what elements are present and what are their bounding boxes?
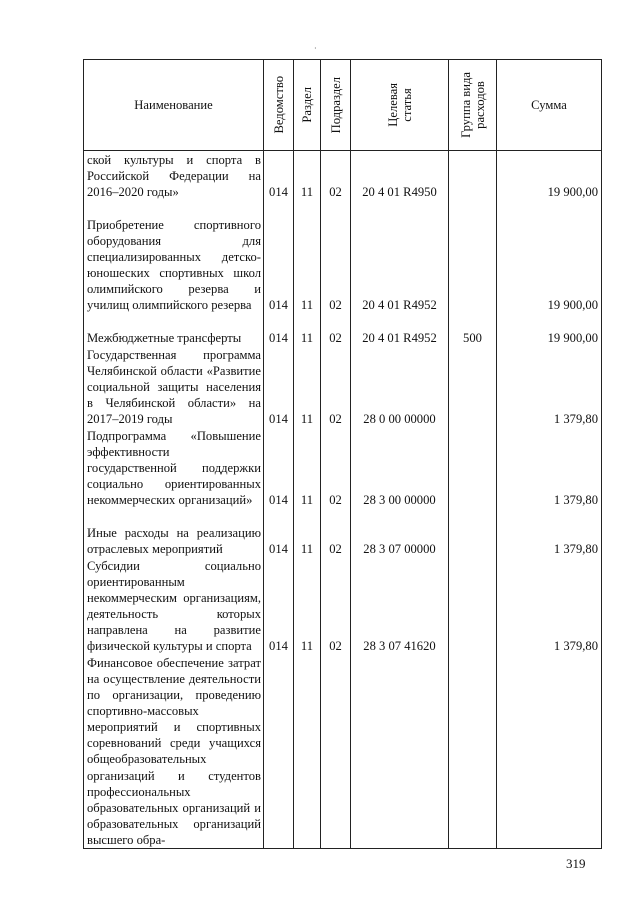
header-section: Раздел xyxy=(294,60,321,151)
header-target-article: Целевая статья xyxy=(351,60,449,151)
row-expense-group: 500 xyxy=(449,314,497,347)
row-subsection: 02 xyxy=(321,347,351,428)
row-subsection: 02 xyxy=(321,509,351,558)
table-row xyxy=(84,347,602,428)
header-name: Наименование xyxy=(84,60,264,151)
row-target-article xyxy=(351,655,449,849)
scan-dot: · xyxy=(314,44,317,53)
row-name: Субсидии социально ориентированным некоммерческим организациям, деятельность которых направлена на развитие физической культуры и спорта xyxy=(84,558,264,655)
row-department: 014 xyxy=(264,314,294,347)
row-section: 11 xyxy=(294,558,321,655)
table-row xyxy=(84,201,602,314)
row-amount: 1 379,80 xyxy=(497,558,602,655)
row-expense-group xyxy=(449,428,497,509)
header-amount: Сумма xyxy=(497,60,602,151)
row-section: 11 xyxy=(294,314,321,347)
row-section: 11 xyxy=(294,151,321,201)
row-section: 11 xyxy=(294,347,321,428)
table-row xyxy=(84,314,602,347)
table-row xyxy=(84,509,602,558)
row-target-article: 20 4 01 R4952 xyxy=(351,314,449,347)
row-section: 11 xyxy=(294,509,321,558)
row-department: 014 xyxy=(264,558,294,655)
row-amount: 1 379,80 xyxy=(497,428,602,509)
table-row xyxy=(84,151,602,201)
row-department: 014 xyxy=(264,201,294,314)
row-subsection xyxy=(321,655,351,849)
row-amount: 1 379,80 xyxy=(497,509,602,558)
row-target-article: 20 4 01 R4950 xyxy=(351,151,449,201)
row-department: 014 xyxy=(264,428,294,509)
row-name: Государственная программа Челябинской области «Развитие социальной защиты населения в Челябинской области» на 2017–2019 годы xyxy=(84,347,264,428)
row-subsection: 02 xyxy=(321,558,351,655)
row-subsection: 02 xyxy=(321,151,351,201)
row-department xyxy=(264,655,294,849)
page-number: 319 xyxy=(566,856,586,871)
row-amount: 19 900,00 xyxy=(497,201,602,314)
row-section: 11 xyxy=(294,428,321,509)
row-subsection: 02 xyxy=(321,314,351,347)
row-expense-group xyxy=(449,655,497,849)
row-section xyxy=(294,655,321,849)
row-subsection: 02 xyxy=(321,428,351,509)
row-name: ской культуры и спорта в Российской Федерации на 2016–2020 годы» xyxy=(84,151,264,201)
header-expense-group: Группа вида расходов xyxy=(449,60,497,151)
row-amount: 19 900,00 xyxy=(497,151,602,201)
row-subsection: 02 xyxy=(321,201,351,314)
budget-table xyxy=(83,59,602,849)
row-expense-group xyxy=(449,509,497,558)
row-target-article: 28 3 07 00000 xyxy=(351,509,449,558)
row-expense-group xyxy=(449,347,497,428)
row-department: 014 xyxy=(264,151,294,201)
row-section: 11 xyxy=(294,201,321,314)
row-name: Иные расходы на реализацию отраслевых мероприятий xyxy=(84,509,264,558)
table-row xyxy=(84,428,602,509)
row-amount xyxy=(497,655,602,849)
row-amount: 1 379,80 xyxy=(497,347,602,428)
table-row xyxy=(84,558,602,655)
table-header-row xyxy=(84,60,602,151)
row-name: Приобретение спортивного оборудования для специализированных детско-юношеских спортивных школ олимпийского резерва и училищ олимпийского резерва xyxy=(84,201,264,314)
row-expense-group xyxy=(449,151,497,201)
row-department: 014 xyxy=(264,509,294,558)
row-name: Межбюджетные трансферты xyxy=(84,314,264,347)
row-target-article: 28 3 00 00000 xyxy=(351,428,449,509)
row-target-article: 28 0 00 00000 xyxy=(351,347,449,428)
table-row xyxy=(84,655,602,849)
row-amount: 19 900,00 xyxy=(497,314,602,347)
row-name: Финансовое обеспечение затрат на осуществление деятельности по организации, проведению спортивно-массовых мероприятий и спортивных соревнований среди учащихся общеобразовательных организаций и студентов профессиональных образовательных организаций и образовательных организаций высшего обра- xyxy=(84,655,264,849)
row-expense-group xyxy=(449,201,497,314)
header-subsection: Подраздел xyxy=(321,60,351,151)
row-name: Подпрограмма «Повышение эффективности государственной поддержки социально ориентированных некоммерческих организаций» xyxy=(84,428,264,509)
row-department: 014 xyxy=(264,347,294,428)
row-target-article: 20 4 01 R4952 xyxy=(351,201,449,314)
row-target-article: 28 3 07 41620 xyxy=(351,558,449,655)
row-expense-group xyxy=(449,558,497,655)
header-department: Ведомство xyxy=(264,60,294,151)
